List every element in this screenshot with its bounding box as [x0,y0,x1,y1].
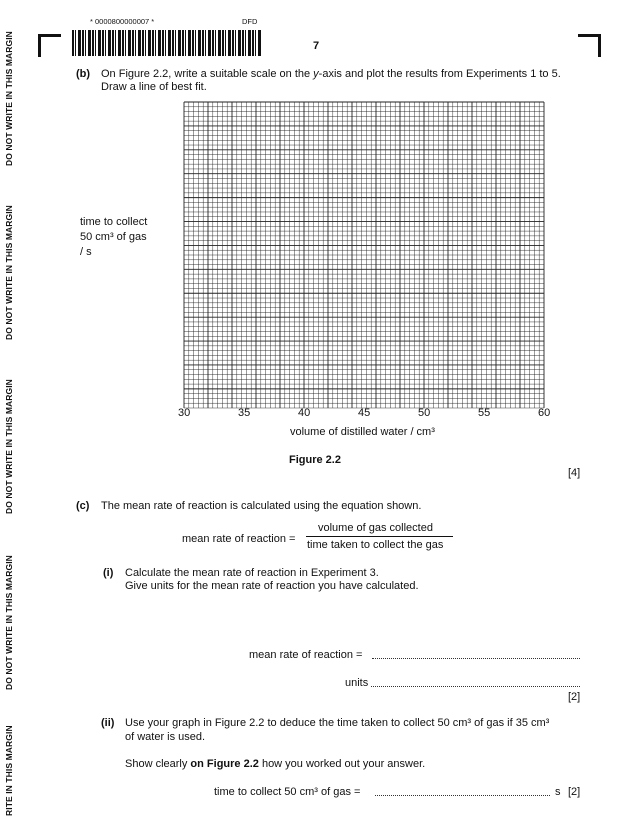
dfd-label: DFD [242,17,258,26]
equation-numerator: volume of gas collected [318,522,433,534]
rate-answer-label: mean rate of reaction = [249,649,363,661]
x-tick-label: 45 [358,407,371,419]
part-c-intro: The mean rate of reaction is calculated using the equation shown. [101,500,422,512]
part-b-marks: [4] [568,467,581,479]
x-axis-label: volume of distilled water / cm³ [290,426,435,438]
part-c-i-marks: [2] [568,691,581,703]
x-tick-label: 30 [178,407,191,419]
part-c-i-line1: Calculate the mean rate of reaction in Experiment 3. [125,567,379,579]
part-c-i-line2: Give units for the mean rate of reaction you have calculated. [125,580,419,592]
part-c-i-label: (i) [103,567,114,579]
part-c-ii-line1: Use your graph in Figure 2.2 to deduce the time taken to collect 50 cm³ of gas if 35 cm³ [125,717,550,729]
part-c-ii-marks: [2] [568,786,581,798]
part-c-ii-show: Show clearly on Figure 2.2 how you worked out your answer. [125,758,426,770]
part-b-line1: On Figure 2.2, write a suitable scale on the y-axis and plot the results from Experiments 1 to 5. [101,68,561,80]
time-unit: s [555,786,561,798]
units-answer-line[interactable] [371,686,580,687]
part-c-label: (c) [76,500,90,512]
margin-warning: DO NOT WRITE IN THIS MARGIN [4,31,14,166]
margin-warning: DO NOT WRITE IN THIS MARGIN [4,379,14,514]
x-tick-label: 50 [418,407,431,419]
corner-mark-left [38,34,61,57]
rate-answer-line[interactable] [372,658,580,659]
equation-denominator: time taken to collect the gas [307,539,444,551]
margin-warning: DO NOT WRITE IN THIS MARGIN [4,205,14,340]
page-number: 7 [313,40,320,52]
part-b-label: (b) [76,68,91,80]
y-axis-label: time to collect 50 cm³ of gas / s [80,216,148,258]
part-b-line2: Draw a line of best fit. [101,81,207,93]
x-tick-label: 40 [298,407,311,419]
corner-mark-right [578,34,601,57]
x-tick-label: 60 [538,407,551,419]
equation-lhs: mean rate of reaction = [182,533,296,545]
part-c-ii-label: (ii) [101,717,115,729]
time-answer-line[interactable] [375,795,550,796]
part-c-ii-line2: of water is used. [125,731,206,743]
margin-warning: DO NOT WRITE IN THIS MARGIN [4,555,14,690]
barcode-text: * 0000800000007 * [90,17,155,26]
x-tick-label: 35 [238,407,251,419]
margin-warning: RITE IN THIS MARGIN [4,725,14,816]
x-tick-label: 55 [478,407,491,419]
figure-caption: Figure 2.2 [289,454,341,466]
time-answer-label: time to collect 50 cm³ of gas = [214,786,361,798]
graph-grid[interactable] [180,100,555,420]
units-label: units [345,677,369,689]
fraction-bar [306,536,453,537]
barcode [72,30,262,56]
